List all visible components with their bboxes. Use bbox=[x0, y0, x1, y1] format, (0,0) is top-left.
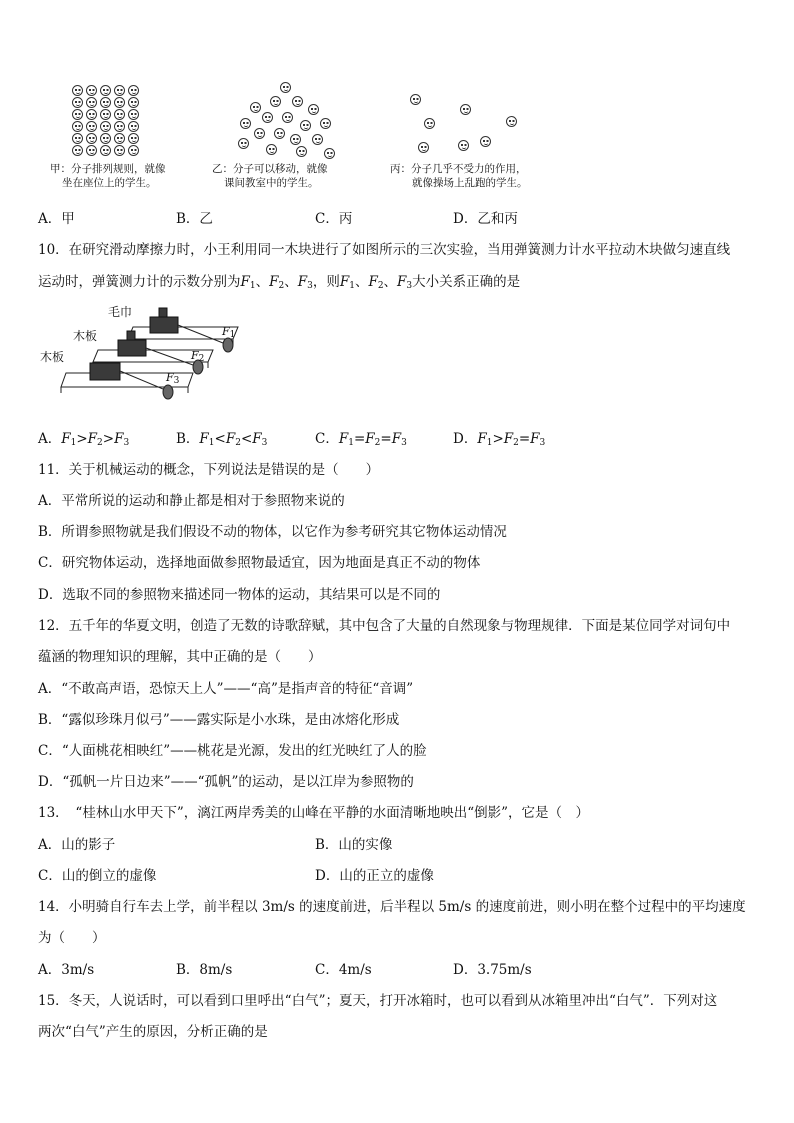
molecule-face-icon bbox=[424, 118, 435, 129]
q10-option-c[interactable]: C．$F_1=F_2=F_3$ bbox=[315, 431, 407, 448]
molecule-face-icon bbox=[72, 133, 83, 144]
label-board-1: 木板 bbox=[73, 329, 98, 343]
q14-option-b[interactable]: B．8m/s bbox=[176, 962, 233, 978]
molecule-face-icon bbox=[86, 121, 97, 132]
panel-liquid bbox=[212, 80, 400, 195]
molecule-face-icon bbox=[270, 96, 281, 107]
friction-diagram bbox=[38, 305, 248, 410]
molecule-face-icon bbox=[274, 128, 285, 139]
q10-stem-line1: 10．在研究滑动摩擦力时，小王利用同一木块进行了如图所示的三次实验，当用弹簧测力计水平拉动木块做匀速直线 bbox=[38, 242, 731, 258]
molecule-face-icon bbox=[114, 109, 125, 120]
q10-stem-line2: 运动时，弹簧测力计的示数分别为$F_1$、$F_2$、$F_3$，则$F_1$、$F_2$、$F_3$大小关系正确的是 bbox=[38, 274, 521, 291]
molecule-face-icon bbox=[418, 142, 429, 153]
q14-option-a[interactable]: A．3m/s bbox=[38, 962, 95, 978]
q9-option-d[interactable]: D．乙和丙 bbox=[453, 211, 518, 227]
molecule-face-icon bbox=[128, 121, 139, 132]
molecule-face-icon bbox=[250, 102, 261, 113]
molecule-face-icon bbox=[292, 96, 303, 107]
q14-stem-line2: 为（ ） bbox=[38, 930, 106, 946]
molecule-face-icon bbox=[254, 128, 265, 139]
molecule-face-icon bbox=[100, 109, 111, 120]
q14-option-c[interactable]: C．4m/s bbox=[315, 962, 372, 978]
q12-option-b[interactable]: B．“露似珍珠月似弓”——露实际是小水珠，是由冰熔化形成 bbox=[38, 712, 400, 728]
molecule-face-icon bbox=[506, 116, 517, 127]
label-f2: $F_2$ bbox=[191, 349, 205, 364]
q14-option-d[interactable]: D．3.75m/s bbox=[453, 962, 532, 978]
label-board-2: 木板 bbox=[40, 350, 65, 364]
molecule-face-icon bbox=[114, 121, 125, 132]
molecule-face-icon bbox=[458, 140, 469, 151]
q13-option-b[interactable]: B．山的实像 bbox=[315, 837, 393, 853]
panel-solid bbox=[50, 80, 220, 195]
q12-stem-line1: 12．五千年的华夏文明，创造了无数的诗歌辞赋，其中包含了大量的自然现象与物理规律．下面是某位同学对词句中 bbox=[38, 618, 731, 634]
molecule-face-icon bbox=[320, 118, 331, 129]
q9-option-c[interactable]: C．丙 bbox=[315, 211, 353, 227]
molecule-face-icon bbox=[86, 85, 97, 96]
molecule-face-icon bbox=[86, 145, 97, 156]
molecule-face-icon bbox=[86, 133, 97, 144]
molecule-face-icon bbox=[100, 121, 111, 132]
q11-option-c[interactable]: C．研究物体运动，选择地面做参照物最适宜，因为地面是真正不动的物体 bbox=[38, 555, 481, 571]
molecule-face-icon bbox=[324, 148, 335, 159]
molecule-face-icon bbox=[114, 85, 125, 96]
caption-jia: 甲：分子排列规则，就像 坐在座位上的学生。 bbox=[50, 163, 166, 189]
q9-option-b[interactable]: B．乙 bbox=[176, 211, 213, 227]
q12-stem-line2: 蕴涵的物理知识的理解，其中正确的是（ ） bbox=[38, 649, 322, 665]
molecule-face-icon bbox=[262, 112, 273, 123]
q12-option-c[interactable]: C．“人面桃花相映红”——桃花是光源，发出的红光映红了人的脸 bbox=[38, 743, 427, 759]
q11-option-d[interactable]: D．选取不同的参照物来描述同一物体的运动，其结果可以是不同的 bbox=[38, 587, 441, 603]
molecule-face-icon bbox=[280, 82, 291, 93]
molecule-face-icon bbox=[128, 109, 139, 120]
label-f3: $F_3$ bbox=[166, 371, 180, 386]
caption-bing: 丙：分子几乎不受力的作用， 就像操场上乱跑的学生。 bbox=[390, 163, 528, 189]
molecule-face-icon bbox=[86, 109, 97, 120]
molecule-face-icon bbox=[238, 138, 249, 149]
molecule-face-icon bbox=[480, 136, 491, 147]
q13-option-c[interactable]: C．山的倒立的虚像 bbox=[38, 868, 157, 884]
molecule-face-icon bbox=[100, 85, 111, 96]
molecule-figure bbox=[50, 80, 550, 195]
molecule-face-icon bbox=[128, 145, 139, 156]
q10-option-a[interactable]: A．$F_1>F_2>F_3$ bbox=[38, 431, 130, 448]
label-f1: $F_1$ bbox=[222, 325, 236, 340]
caption-yi: 乙：分子可以移动，就像 课间教室中的学生。 bbox=[212, 163, 328, 189]
molecule-face-icon bbox=[410, 94, 421, 105]
q13-option-a[interactable]: A．山的影子 bbox=[38, 837, 116, 853]
molecule-face-icon bbox=[240, 118, 251, 129]
molecule-face-icon bbox=[300, 120, 311, 131]
molecule-face-icon bbox=[72, 145, 83, 156]
q9-option-a[interactable]: A．甲 bbox=[38, 211, 75, 227]
q13-option-d[interactable]: D．山的正立的虚像 bbox=[315, 868, 434, 884]
molecule-face-icon bbox=[86, 97, 97, 108]
molecule-face-icon bbox=[312, 134, 323, 145]
q14-stem-line1: 14．小明骑自行车去上学，前半程以 3m/s 的速度前进，后半程以 5m/s 的速度前进，则小明在整个过程中的平均速度 bbox=[38, 899, 746, 915]
molecule-face-icon bbox=[100, 133, 111, 144]
q12-option-a[interactable]: A．“不敢高声语，恐惊天上人”——“高”是指声音的特征“音调” bbox=[38, 681, 414, 697]
molecule-face-icon bbox=[128, 97, 139, 108]
q12-option-d[interactable]: D．“孤帆一片日边来”——“孤帆”的运动，是以江岸为参照物的 bbox=[38, 774, 414, 790]
q10-option-b[interactable]: B．$F_1<F_2<F_3$ bbox=[176, 431, 268, 448]
molecule-face-icon bbox=[114, 133, 125, 144]
molecule-face-icon bbox=[282, 112, 293, 123]
friction-experiment-figure bbox=[38, 305, 248, 410]
molecule-face-icon bbox=[100, 97, 111, 108]
molecule-face-icon bbox=[266, 144, 277, 155]
q10-option-d[interactable]: D．$F_1>F_2=F_3$ bbox=[453, 431, 546, 448]
q15-stem-line2: 两次“白气”产生的原因，分析正确的是 bbox=[38, 1024, 268, 1040]
q15-stem-line1: 15．冬天，人说话时，可以看到口里呼出“白气”；夏天，打开冰箱时，也可以看到从冰箱里冲出“白气”．下列对这 bbox=[38, 993, 718, 1009]
q13-stem: 13． “桂林山水甲天下”，漓江两岸秀美的山峰在平静的水面清晰地映出“倒影”，它是（ ） bbox=[38, 805, 590, 821]
molecule-face-icon bbox=[114, 145, 125, 156]
molecule-face-icon bbox=[72, 109, 83, 120]
q11-stem: 11．关于机械运动的概念，下列说法是错误的是（ ） bbox=[38, 462, 380, 478]
molecule-face-icon bbox=[72, 85, 83, 96]
molecule-face-icon bbox=[308, 104, 319, 115]
q11-option-b[interactable]: B．所谓参照物就是我们假设不动的物体，以它作为参考研究其它物体运动情况 bbox=[38, 524, 507, 540]
molecule-face-icon bbox=[290, 134, 301, 145]
label-towel: 毛巾 bbox=[108, 305, 133, 319]
molecule-face-icon bbox=[460, 104, 471, 115]
molecule-face-icon bbox=[128, 85, 139, 96]
molecule-face-icon bbox=[100, 145, 111, 156]
molecule-face-icon bbox=[72, 97, 83, 108]
molecule-face-icon bbox=[114, 97, 125, 108]
molecule-face-icon bbox=[72, 121, 83, 132]
molecule-face-icon bbox=[296, 146, 307, 157]
q11-option-a[interactable]: A．平常所说的运动和静止都是相对于参照物来说的 bbox=[38, 493, 345, 509]
panel-gas bbox=[390, 80, 560, 195]
molecule-face-icon bbox=[128, 133, 139, 144]
